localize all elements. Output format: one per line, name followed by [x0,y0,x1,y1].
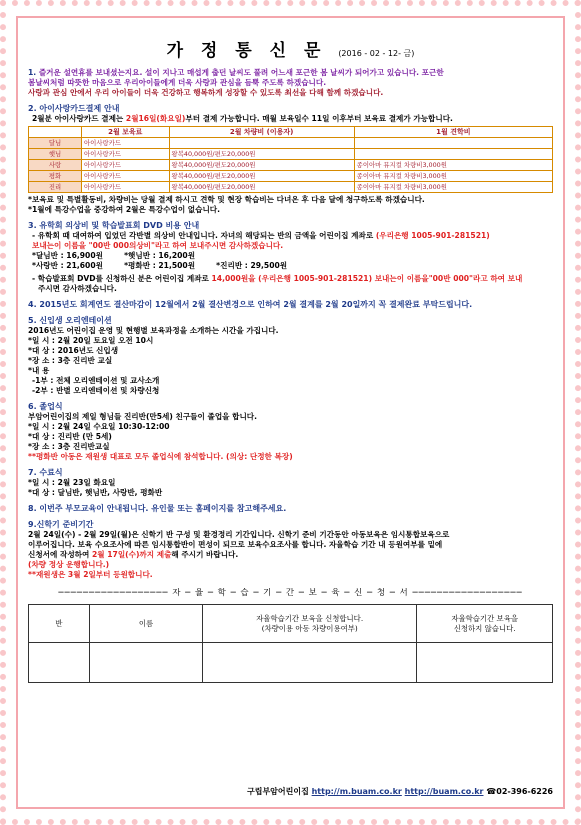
fee-cell: 아이사랑카드 [82,182,170,193]
s9-heading: 9.신학기 준비기간 [28,520,94,529]
form-input-class[interactable] [29,643,90,683]
footer-name: 구립부암어린이집 [246,787,309,796]
form-col-name: 이름 [90,605,203,643]
section-1 [28,68,553,98]
form-input-name[interactable] [90,643,203,683]
footer [247,786,553,797]
fee-cell: 종이아마 뮤지컬 차량비3,000원 [354,171,552,182]
section-8: 8. 이번주 부모교육이 안내됩니다. 유인물 또는 홈페이지를 참고해주세요. [28,504,287,513]
s3-l1a: - 유학회 때 대여하여 입었던 각반별 의상비 안내입니다. 자녀의 해당되는 반의 금액을 어린이집 계좌로 [32,231,376,240]
fee-cell [354,149,552,160]
fee-cell: 종이아마 뮤지컬 차량비3,000원 [354,182,552,193]
fee-header: 2월 차량비 (이용자) [169,127,354,138]
s6-l1: 부암어린이집의 제일 형님들 진리반(만5세) 친구들이 졸업을 합니다. [28,412,258,421]
s6-heading: 6. 졸업식 [28,402,63,411]
form-col-no [417,605,553,643]
fee-cell [169,138,354,149]
s9-l5: **재원생은 3월 2일부터 등원합니다. [28,570,153,579]
fee-header: 1월 견학비 [354,127,552,138]
s2-sub [28,114,553,124]
s5-l4: *장 소 : 3층 진리반 교실 [28,356,113,365]
form-input-yes[interactable] [203,643,417,683]
s2-sub-a: 2월분 아이사랑카드 결제는 [32,114,126,123]
fee-cell: 아이사랑카드 [82,138,170,149]
form-input-no[interactable] [417,643,553,683]
form-col-yes [203,605,417,643]
footer-link-web[interactable]: http://buam.co.kr [404,787,484,796]
s7-l1: *일 시 : 2월 23일 화요일 [28,478,116,487]
page-title [6,36,575,61]
s1-line2: 봄날씨처럼 따뜻한 마음으로 우리아이들에게 더욱 사랑과 관심을 듬뿍 주도록 하겠습니다. [28,78,327,87]
application-form [28,604,553,683]
s6-l3: *대 상 : 진리반 (만 5세) [28,432,112,441]
s9-l4: (차량 정상 운행합니다.) [28,560,110,569]
fee-table [28,126,553,193]
fee-cell: 아이사랑카드 [82,149,170,160]
s3-l6: 주시면 감사하겠습니다. [38,284,117,293]
s1-num: 1. [28,68,37,77]
form-col-class: 반 [29,605,90,643]
s9-l3a: 신청서에 작성하여 [28,550,92,559]
s2-sub-b: 부터 결제 가능합니다. 매월 보육일수 11일 이후부터 보육료 결제가 가능합니다. [185,114,453,123]
form-col-no-2: 신청하지 않습니다. [453,623,516,633]
section-4: 4. 2015년도 회계연도 결산마감이 12월에서 2월 결산변경으로 인하여 2월 결계를 2월 20일까지 꼭 결제완료 부탁드립니다. [28,300,473,309]
s5-l3: *대 상 : 2016년도 신입생 [28,346,119,355]
fee-cell: 아이사랑카드 [82,171,170,182]
fee-cell [354,138,552,149]
s9-l3b: 2월 17일(수)까지 제출 [91,550,172,559]
fee-cell: 종이아마 뮤지컬 차량비3,000원 [354,160,552,171]
s6-note: **평화반 아동은 재원생 대표로 모두 졸업식에 참석합니다. (의상: 단정한 복장) [28,452,293,461]
s5-l5: *내 용 [28,366,50,375]
s9-l2: 이루어집니다. 보육 수요조사에 따른 임시통합반이 편성이 되므로 보육수요조사를 합니다. 자율학습 기간 내 등원여부를 밑에 [28,540,443,549]
s1-line3: 사랑과 관심 안에서 우리 아이들이 더욱 건강하고 행복하게 성장할 수 있도록 최선을 다해 함께 하겠습니다. [28,88,384,97]
section-5 [28,316,553,396]
s3-l5b: 14,000원을 [211,274,259,283]
form-col-no-1: 자율학습기간 보육을 [451,613,518,623]
s2-heading: 2. 아이사랑카드결제 안내 [28,104,120,113]
section-6 [28,402,553,462]
fee-row [29,160,553,171]
section-2 [28,104,553,215]
s5-heading: 5. 신입생 오리엔테이션 [28,316,112,325]
s9-l1: 2월 24일(수) - 2월 29일(월)은 신학기 반 구성 및 환경정리 기간입니다. 신학기 준비 기간동안 아동보육은 임시통합보육으로 [28,530,450,539]
s5-l1: 2016년도 어린이집 운영 및 현행별 보육과정을 소개하는 시간을 가집니다. [28,326,279,335]
s3-l2: 보내는이 이름을 "00반 000의상비"라고 하여 보내주시면 감사하겠습니다. [32,241,284,250]
fee-header-row [29,127,553,138]
s3-l1b: (우리은행 1005-901-281521) [375,231,490,240]
s2-note2: *1월에 특강수업을 중강하여 2월은 특강수업이 없습니다. [28,205,221,214]
s3-l5a: - 학습발표회 DVD를 신청하신 분은 어린이집 계좌로 [32,274,212,283]
fee-cell: 왕복40,000원/편도20,000원 [169,160,354,171]
s6-l2: *일 시 : 2월 24일 수요일 10:30-12:00 [28,422,170,431]
fee-cell: 왕복40,000원/편도20,000원 [169,149,354,160]
s5-l7: -2부 : 반별 오리엔테이션 및 차량신청 [32,386,160,395]
section-3 [28,221,553,294]
form-col-yes-1: 자율학습기간 보육을 신청합니다. [256,613,364,623]
fee-row [29,171,553,182]
form-col-yes-2: (차량이용 아동 차량이용여부) [261,623,358,633]
fee-cell: 왕복40,000원/편도20,000원 [169,182,354,193]
footer-phone: ☎02-396-6226 [486,787,553,796]
fee-cell: 아이사랑카드 [82,160,170,171]
form-separator: ────────────────── 자 ─ 율 ─ 학 ─ 습 ─ 기 ─ 간 ─ 보 ─ 육 ─ 신 ─ 청 ─ 서 ────────────────── [58,588,523,598]
fee-cell: 사랑 [29,160,82,171]
footer-link-mobile[interactable]: http://m.buam.co.kr [311,787,402,796]
fee-cell: 햇님 [29,149,82,160]
fee-cell: 평화 [29,171,82,182]
s9-l3c: 해 주시기 바랍니다. [171,550,239,559]
title-date: (2016 - 02 - 12- 금) [338,49,415,58]
s3-heading: 3. 유학회 의상비 및 학습발표회 DVD 비용 안내 [28,221,200,230]
fee-row [29,149,553,160]
section-9 [28,520,553,580]
fee-cell: 왕복40,000원/편도20,000원 [169,171,354,182]
s5-l6: -1부 : 전체 오리엔테이션 및 교사소개 [32,376,160,385]
section-7 [28,468,553,498]
fee-header: 2월 보육료 [82,127,170,138]
s6-l4: *장 소 : 3층 진리반교실 [28,442,110,451]
content [28,68,553,683]
fee-cell: 달님 [29,138,82,149]
s1-line1: 즐거운 설연휴를 보내셨는지요. 설이 지나고 매섭게 춥던 날씨도 풀려 어느새 포근한 봄 날씨가 되어가고 있습니다. 포근한 [38,68,444,77]
fee-row [29,182,553,193]
s7-l2: *대 상 : 달님반, 햇님반, 사랑반, 평화반 [28,488,163,497]
title-text: 가 정 통 신 문 [166,41,327,61]
s2-note1: *보육료 및 특별활동비, 차량비는 당월 결제 하시고 견학 및 현장 학습비는 다녀온 후 다음 달에 청구하도록 하겠습니다. [28,195,425,204]
s2-sub-date: 2월16일(화요일) [125,114,186,123]
fee-row [29,138,553,149]
s3-l5c: (우리은행 1005-901-281521) 보내는이 이름을"00반 000"라고 하여 보내 [258,274,523,283]
s5-l2: *일 시 : 2월 20일 토요일 오전 10시 [28,336,154,345]
fee-cell: 진리 [29,182,82,193]
s3-l3: *달님반 : 16,900원 *햇님반 : 16,200원 [32,251,196,260]
s7-heading: 7. 수료식 [28,468,63,477]
fee-header [29,127,82,138]
s3-l4: *사랑반 : 21,600원 *평화반 : 21,500원 *진리반 : 29,500원 [32,261,288,270]
